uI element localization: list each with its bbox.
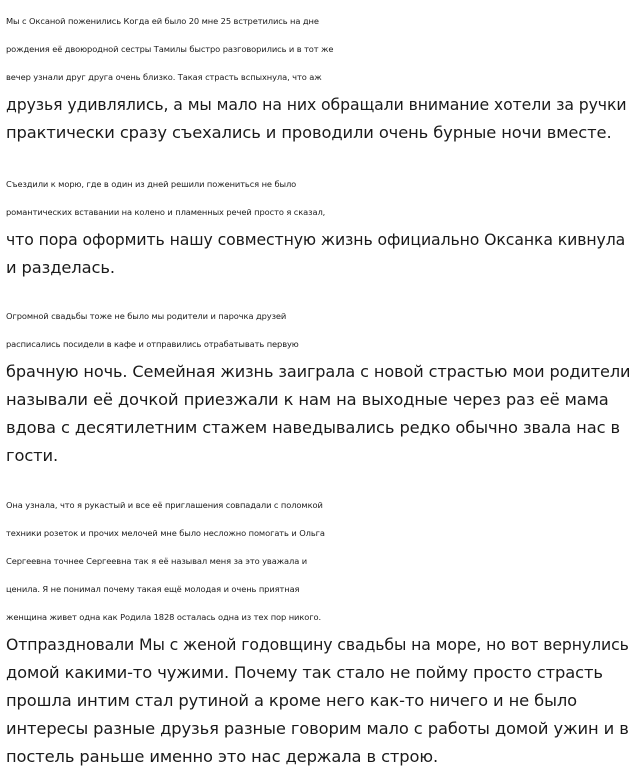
text-line: домой какими-то чужими. Почему так стало не пойму просто страсть [6,663,603,682]
text-line: техники розеток и прочих мелочей мне было несложно помогать и Ольга [6,528,325,538]
text-line: Съездили к морю, где в один из дней решили пожениться не было [6,179,297,189]
text-line: прошла интим стал рутиной а кроме него как-то ничего и не было [6,691,577,710]
text-line: гости. [6,446,59,465]
text-line: Она узнала, что я рукастый и все её приглашения совпадали с поломкой [6,500,323,510]
paragraph-2 [6,170,625,282]
text-line: что пора оформить нашу совместную жизнь официально Оксанка кивнула [6,230,626,249]
text-line: романтических вставании на колено и пламенных речей просто я сказал, [6,207,326,217]
text-line: рождения её двоюродной сестры Тамилы быстро разговорились и в тот же [6,44,334,54]
text-line: и разделась. [6,258,115,277]
paragraph-4 [6,491,629,771]
text-line: практически сразу съехались и проводили очень бурные ночи вместе. [6,123,612,142]
text-line: Сергеевна точнее Сергеевна так я её называл меня за это уважала и [6,556,308,566]
text-line: вдова с десятилетним стажем наведывались редко обычно звала нас в [6,418,621,437]
text-line: расписались посидели в кафе и отправились отрабатывать первую [6,339,299,349]
text-line: постель раньше именно это нас держала в строю. [6,747,439,766]
text-line: вечер узнали друг друга очень близко. Такая страсть вспыхнула, что аж [6,72,322,82]
text-line: друзья удивлялись, а мы мало на них обращали внимание хотели за ручки [6,95,627,114]
paragraph-1 [6,7,626,147]
paragraph-3 [6,302,630,470]
text-line: Мы с Оксаной поженились Когда ей было 20 мне 25 встретились на дне [6,16,319,26]
text-line: называли её дочкой приезжали к нам на выходные через раз её мама [6,390,609,409]
text-line: интересы разные друзья разные говорим мало с работы домой ужин и в [6,719,629,738]
text-line: ценила. Я не понимал почему такая ещё молодая и очень приятная [6,584,300,594]
text-line: женщина живет одна как Родила 1828 осталась одна из тех пор никого. [6,612,321,622]
text-line: Отпраздновали Мы с женой годовщину свадьбы на море, но вот вернулись [6,635,629,654]
text-line: брачную ночь. Семейная жизнь заиграла с новой страстью мои родители [6,362,631,381]
text-line: Огромной свадьбы тоже не было мы родители и парочка друзей [6,311,287,321]
